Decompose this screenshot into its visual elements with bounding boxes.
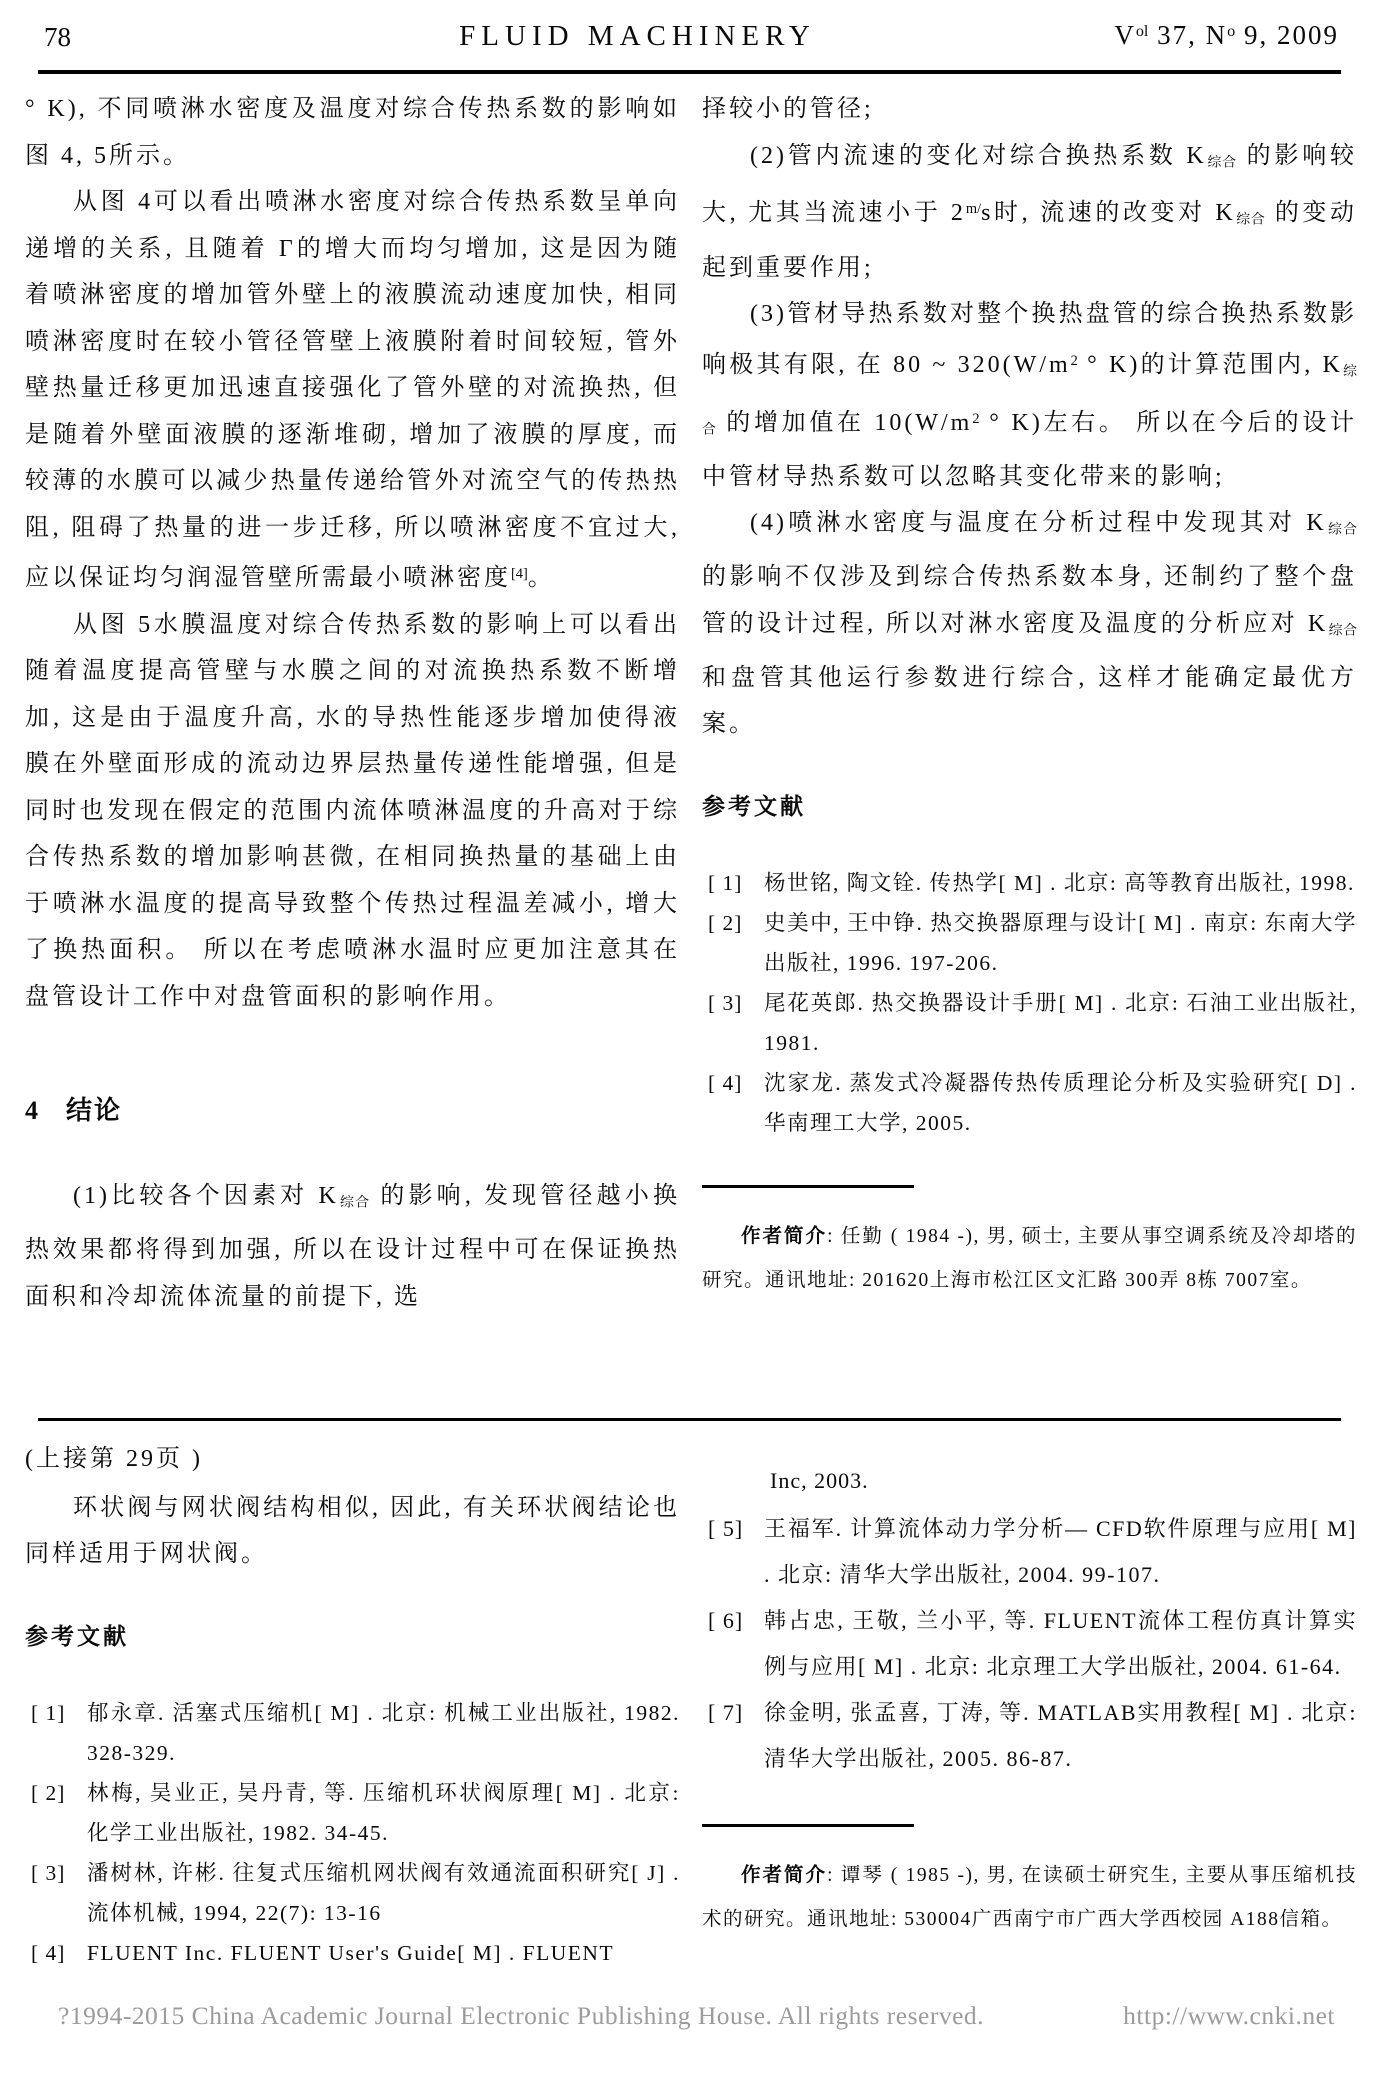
reference-label: [ 2] xyxy=(708,910,743,935)
reference-item xyxy=(25,1693,680,1773)
reference-label: [ 1] xyxy=(708,870,743,895)
author-bio: 作者简介: 任勤 ( 1984 -), 男, 硕士, 主要从事空调系统及冷却塔的研究。通讯地址: 201620上海市松江区文汇路 300弄 8栋 7007室。 xyxy=(702,1224,1357,1291)
paragraph: (3)管材导热系数对整个换热盘管的综合换热系数影响极其有限, 在 80 ~ $320(W/m^2$ ° K)的计算范围内, $K_{综合}$ 的增加值在 $10(W/m^2$ ° K)左右。 所以在今后的设计中管材导热系数可以忽略其变化带来的影响; xyxy=(702,301,1358,490)
journal-title: FLUID MACHINERY xyxy=(459,20,816,52)
conclusion-heading-title: 结论 xyxy=(66,1095,123,1126)
reference-label: [ 6] xyxy=(708,1608,744,1633)
paragraph: (1)比较各个因素对 $K_{综合}$ 的影响, 发现管径越小换热效果都将得到加强, 所以在设计过程中可在保证换热面积和冷却流体流量的前提下, 选 xyxy=(25,1183,681,1310)
reference-text: 史美中, 王中铮. 热交换器原理与设计[ M] . 南京: 东南大学出版社, 1996. 197-206. xyxy=(764,910,1357,975)
reference-text: 郁永章. 活塞式压缩机[ M] . 北京: 机械工业出版社, 1982. 328-329. xyxy=(87,1700,680,1765)
reference-item xyxy=(702,903,1357,983)
article-separator-rule xyxy=(38,1418,1341,1421)
reference-text: 杨世铭, 陶文铨. 传热学[ M] . 北京: 高等教育出版社, 1998. xyxy=(764,870,1355,895)
reference-item xyxy=(702,1690,1357,1782)
author-bio: 作者简介: 谭琴 ( 1985 -), 男, 在读硕士研究生, 主要从事压缩机技术的研究。通讯地址: 530004广西南宁市广西大学西校园 A188信箱。 xyxy=(702,1864,1357,1930)
reference-label: [ 5] xyxy=(708,1516,744,1541)
reference-label: [ 3] xyxy=(31,1860,66,1885)
reference-text: 潘树林, 许彬. 往复式压缩机网状阀有效通流面积研究[ J] . 流体机械, 1994, 22(7): 13-16 xyxy=(87,1860,680,1925)
references-heading: 参考文献 xyxy=(25,1622,129,1649)
paragraph: 择较小的管径; xyxy=(702,96,874,122)
reference-text: 王福军. 计算流体动力学分析— CFD软件原理与应用[ M] . 北京: 清华大学出版社, 2004. 99-107. xyxy=(764,1516,1357,1587)
page-footer xyxy=(58,2001,1335,2031)
reference-item xyxy=(702,1598,1357,1690)
article1-conclusion-paragraphs xyxy=(25,1173,680,1320)
reference-item xyxy=(702,983,1357,1063)
issue-info: $V^{ol}$ 37, $N^o$ 9, 2009 xyxy=(1114,20,1339,50)
cnki-url: http://www.cnki.net xyxy=(1123,2001,1335,2030)
reference-label: [ 7] xyxy=(708,1700,744,1725)
paragraph: (2)管内流速的变化对综合换热系数 $K_{综合}$ 的影响较大, 尤其当流速小于 $2^{m/}s$时, 流速的改变对 $K_{综合}$ 的变动起到重要作用; xyxy=(702,142,1358,281)
article1-right-column xyxy=(702,86,1357,1320)
reference-item xyxy=(25,1853,680,1933)
article1-right-paragraphs xyxy=(702,86,1357,748)
article1-references xyxy=(702,863,1357,1143)
paragraph: (4)喷淋水密度与温度在分析过程中发现其对 $K_{综合}$ 的影响不仅涉及到综合传热系数本身, 还制约了整个盘管的设计过程, 所以对淋水密度及温度的分析应对 $K_{综合}$ 和盘管其他运行参数进行综合, 这样才能确定最优方案。 xyxy=(702,510,1357,738)
reference-item xyxy=(702,1506,1357,1598)
reference-label: [ 2] xyxy=(31,1780,66,1805)
article1-section xyxy=(25,86,1357,1320)
reference-text: 尾花英郎. 热交换器设计手册[ M] . 北京: 石油工业出版社, 1981. xyxy=(764,990,1357,1055)
reference-item xyxy=(25,1773,680,1853)
conclusion-heading-number: 4 xyxy=(25,1096,40,1126)
reference-label: [ 4] xyxy=(708,1070,743,1095)
paragraph: 从图 5水膜温度对综合传热系数的影响上可以看出随着温度提高管壁与水膜之间的对流换热系数不断增加, 这是由于温度升高, 水的导热性能逐步增加使得液膜在外壁面形成的流动边界层热量传递性能增强, 但是同时也发现在假定的范围内流体喷淋温度的升高对于综合传热系数的增加影响甚微, 在相同换热量的基础上由于喷淋水温度的提高导致整个传热过程温差减小, 增大了换热面积。 所以在考虑喷淋水温时应更加注意其在盘管设计工作中对盘管面积的影响作用。 xyxy=(25,611,680,1010)
reference-label: [ 3] xyxy=(708,990,743,1015)
article2-left-column xyxy=(25,1436,680,1973)
reference-item xyxy=(702,1063,1357,1143)
reference-text: FLUENT Inc. FLUENT User's Guide[ M] . FLUENT xyxy=(87,1940,615,1965)
reference-continuation: Inc, 2003. xyxy=(770,1468,869,1493)
reference-item xyxy=(702,863,1357,903)
reference-label: [ 4] xyxy=(31,1940,66,1965)
paragraph: 环状阀与网状阀结构相似, 因此, 有关环状阀结论也同样适用于网状阀。 xyxy=(25,1494,680,1567)
article2-right-column xyxy=(702,1436,1357,1973)
paragraph: ° K), 不同喷淋水密度及温度对综合传热系数的影响如图 4, 5所示。 xyxy=(25,96,680,169)
continued-from-note: (上接第 29页 ) xyxy=(25,1446,203,1472)
reference-label: [ 1] xyxy=(31,1700,66,1725)
article1-intro-paragraphs xyxy=(25,86,680,1020)
article2-section xyxy=(25,1436,1357,1973)
article2-references-left xyxy=(25,1693,680,1973)
reference-text: 林梅, 吴业正, 吴丹青, 等. 压缩机环状阀原理[ M] . 北京: 化学工业出版社, 1982. 34-45. xyxy=(87,1780,680,1845)
references-heading: 参考文献 xyxy=(702,792,806,819)
header-rule xyxy=(38,70,1341,74)
copyright-notice: ?1994-2015 China Academic Journal Electronic Publishing House. All rights reserved. xyxy=(58,2001,985,2030)
article2-paragraphs xyxy=(25,1485,680,1578)
paragraph: 从图 4可以看出喷淋水密度对综合传热系数呈单向递增的关系, 且随着 Γ的增大而均匀增加, 这是因为随着喷淋密度的增加管外壁上的液膜流动速度加快, 相同喷淋密度时在较小管径管壁上液膜附着时间较短, 管外壁热量迁移更加迅速直接强化了管外壁的对流换热, 但是随着外壁面液膜的逐渐堆砌, 增加了液膜的厚度, 而较薄的水膜可以减少热量传递给管外对流空气的传热热阻, 阻碍了热量的进一步迁移, 所以喷淋密度不宜过大, 应以保证均匀润湿管壁所需最小喷淋密度[4]。 xyxy=(25,189,680,592)
page-header xyxy=(40,14,1339,66)
page-number: 78 xyxy=(44,22,71,52)
conclusion-heading xyxy=(25,1090,680,1127)
reference-text: 韩占忠, 王敬, 兰小平, 等. FLUENT流体工程仿真计算实例与应用[ M] . 北京: 北京理工大学出版社, 2004. 61-64. xyxy=(764,1608,1357,1679)
reference-text: 沈家龙. 蒸发式冷凝器传热传质理论分析及实验研究[ D] . 华南理工大学, 2005. xyxy=(764,1070,1357,1135)
author-bio-divider xyxy=(702,1185,914,1188)
reference-text: 徐金明, 张孟喜, 丁涛, 等. MATLAB实用教程[ M] . 北京: 清华大学出版社, 2005. 86-87. xyxy=(764,1700,1357,1771)
article1-left-column xyxy=(25,86,680,1320)
reference-item xyxy=(25,1933,680,1973)
author-bio-divider xyxy=(702,1824,914,1827)
article2-references-right xyxy=(702,1506,1357,1782)
